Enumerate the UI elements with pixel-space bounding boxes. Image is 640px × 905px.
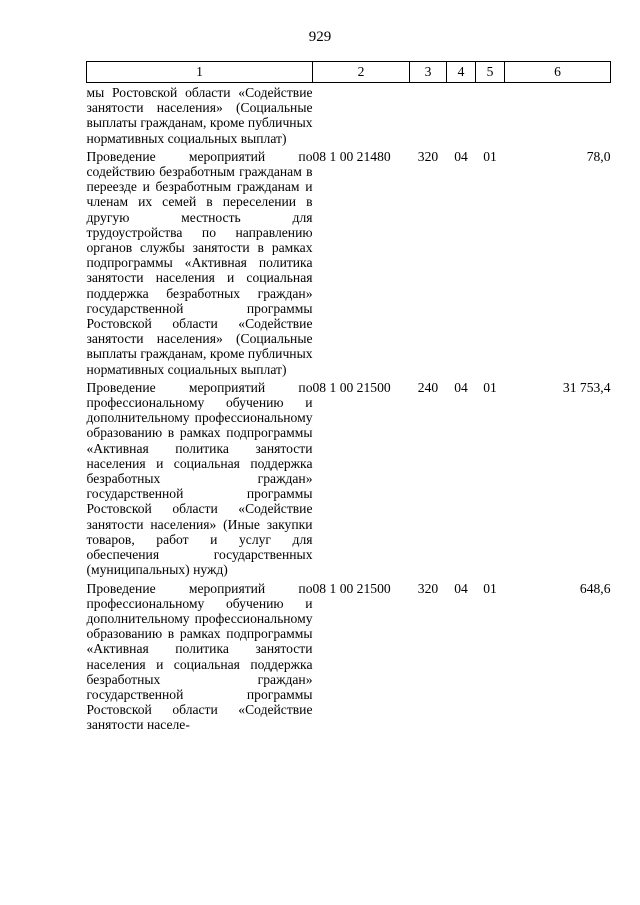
column-header-1: 1: [87, 62, 313, 83]
column-header-5: 5: [476, 62, 505, 83]
column-header-4: 4: [447, 62, 476, 83]
row-description: Проведение мероприятий по профессиональному обучению и дополнительному профессиональному образованию в рамках подпрограммы «Активная политика занятости населения и социальная поддержка безработных граждан» государственной программы Ростовской области «Содействие занятости населе-: [86, 580, 313, 733]
table-header-row: [87, 62, 611, 83]
row-target-code: [313, 83, 410, 146]
row-target-code: 08 1 00 21500: [312, 379, 391, 395]
row-expense-type: 320: [417, 148, 439, 164]
row-subsection: 01: [483, 148, 497, 164]
table-row: [87, 578, 611, 733]
row-target-code: 08 1 00 21480: [312, 148, 391, 164]
row-target-code: 08 1 00 21500: [312, 580, 391, 596]
row-expense-type: 320: [417, 580, 439, 596]
column-header-6: 6: [505, 62, 611, 83]
row-amount: 648,6: [579, 580, 611, 596]
row-description: мы Ростовской области «Содействие занятости населения» (Социальные выплаты гражданам, кроме публичных нормативных социальных выплат): [86, 85, 313, 146]
row-subsection: [476, 83, 505, 146]
row-expense-type: [410, 83, 447, 146]
row-section: [447, 83, 476, 146]
budget-table: [86, 61, 611, 733]
row-subsection: 01: [483, 379, 497, 395]
page-number: 929: [308, 29, 332, 45]
row-section: 04: [454, 379, 468, 395]
row-expense-type: 240: [417, 379, 439, 395]
column-header-2: 2: [313, 62, 410, 83]
row-description: Проведение мероприятий по профессиональному обучению и дополнительному профессиональному образованию в рамках подпрограммы «Активная политика занятости населения и социальная поддержка безработных граждан» государственной программы Ростовской области «Содействие занятости населения» (Иные закупки товаров, работ и услуг для обеспечения государственных (муниципальных) нужд): [86, 379, 313, 578]
table-row: [87, 146, 611, 377]
row-section: 04: [454, 580, 468, 596]
row-description: Проведение мероприятий по содействию безработным гражданам в переезде и безработным гражданам и членам их семей в переселении в другую местность для трудоустройства по направлению органов службы занятости в рамках подпрограммы «Активная политика занятости населения и социальная поддержка безработных граждан» государственной программы Ростовской области «Содействие занятости населения» (Социальные выплаты гражданам, кроме публичных нормативных социальных выплат): [86, 148, 313, 377]
row-section: 04: [454, 148, 468, 164]
row-amount: [505, 83, 611, 146]
table-row: [87, 83, 611, 146]
row-amount: 78,0: [586, 148, 611, 164]
column-header-3: 3: [410, 62, 447, 83]
row-subsection: 01: [483, 580, 497, 596]
row-amount: 31 753,4: [562, 379, 611, 395]
table-row: [87, 377, 611, 578]
